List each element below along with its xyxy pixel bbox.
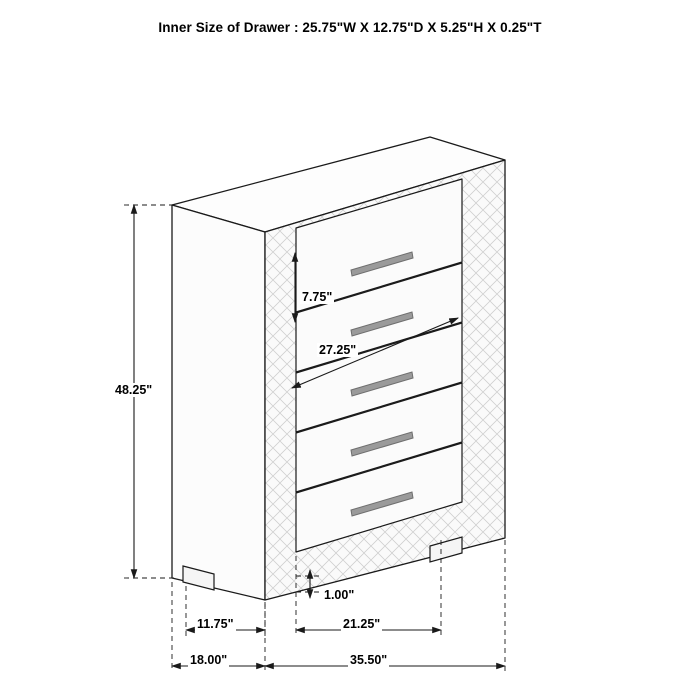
dim-label-front-inner-width: 21.25" <box>343 617 381 631</box>
dim-label-side-depth-inner: 11.75" <box>197 617 234 631</box>
dim-label-width-overall: 35.50" <box>350 653 388 667</box>
dim-label-depth-overall: 18.00" <box>190 653 228 667</box>
dim-label-base-clearance: 1.00" <box>324 588 355 602</box>
cabinet-left-side <box>172 205 265 600</box>
dim-label-drawer-front-height: 7.75" <box>302 290 333 304</box>
drawer-group <box>296 179 462 552</box>
dim-label-drawer-front-width: 27.25" <box>319 343 357 357</box>
page-title: Inner Size of Drawer : 25.75"W X 12.75"D X 5.25"H X 0.25"T <box>158 20 542 35</box>
dim-label-height-overall: 48.25" <box>115 383 153 397</box>
